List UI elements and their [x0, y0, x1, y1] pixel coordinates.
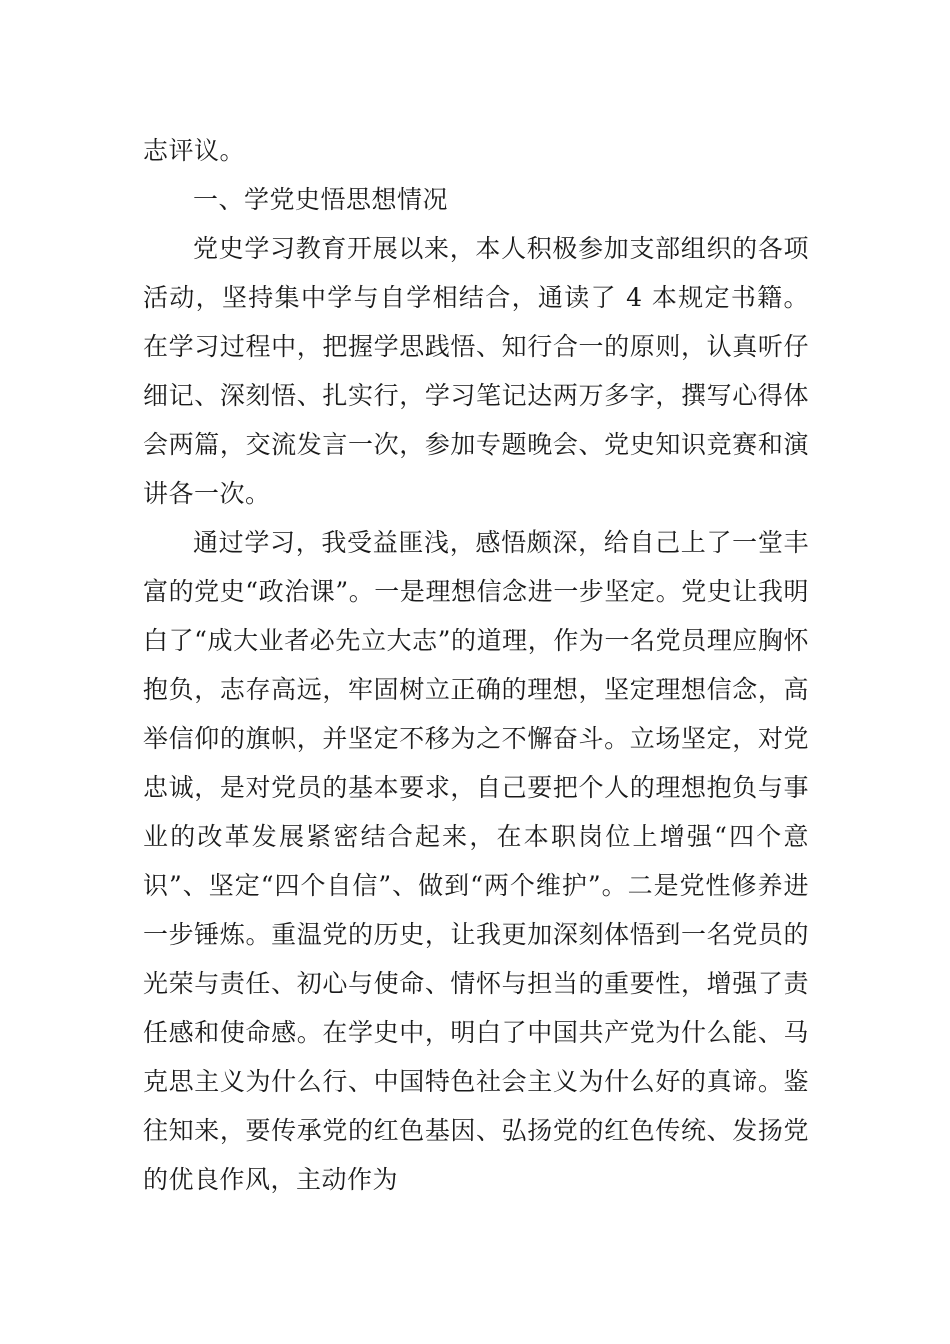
document-body — [143, 126, 809, 1204]
paragraph-study-reflections: 通过学习，我受益匪浅，感悟颇深，给自己上了一堂丰富的党史“政治课”。一是理想信念进一步坚定。党史让我明白了“成大业者必先立大志”的道理，作为一名党员理应胸怀抱负，志存高远，牢固树立正确的理想，坚定理想信念，高举信仰的旗帜，并坚定不移为之不懈奋斗。立场坚定，对党忠诚，是对党员的基本要求，自己要把个人的理想抱负与事业的改革发展紧密结合起来，在本职岗位上增强“四个意识”、坚定“四个自信”、做到“两个维护”。二是党性修养进一步锤炼。重温党的历史，让我更加深刻体悟到一名党员的光荣与责任、初心与使命、情怀与担当的重要性，增强了责任感和使命感。在学史中，明白了中国共产党为什么能、马克思主义为什么行、中国特色社会主义为什么好的真谛。鉴往知来，要传承党的红色基因、弘扬党的红色传统、发扬党的优良作风，主动作为 — [143, 528, 809, 1194]
section-heading: 一、学党史悟思想情况 — [193, 185, 449, 214]
paragraph-study-activities: 党史学习教育开展以来，本人积极参加支部组织的各项活动，坚持集中学与自学相结合，通读了 4 本规定书籍。在学习过程中，把握学思践悟、知行合一的原则，认真听仔细记、深刻悟、扎实行，学习笔记达两万多字，撰写心得体会两篇，交流发言一次，参加专题晚会、党史知识竞赛和演讲各一次。 — [143, 234, 809, 508]
paragraph-continuation: 志评议。 — [143, 136, 246, 165]
